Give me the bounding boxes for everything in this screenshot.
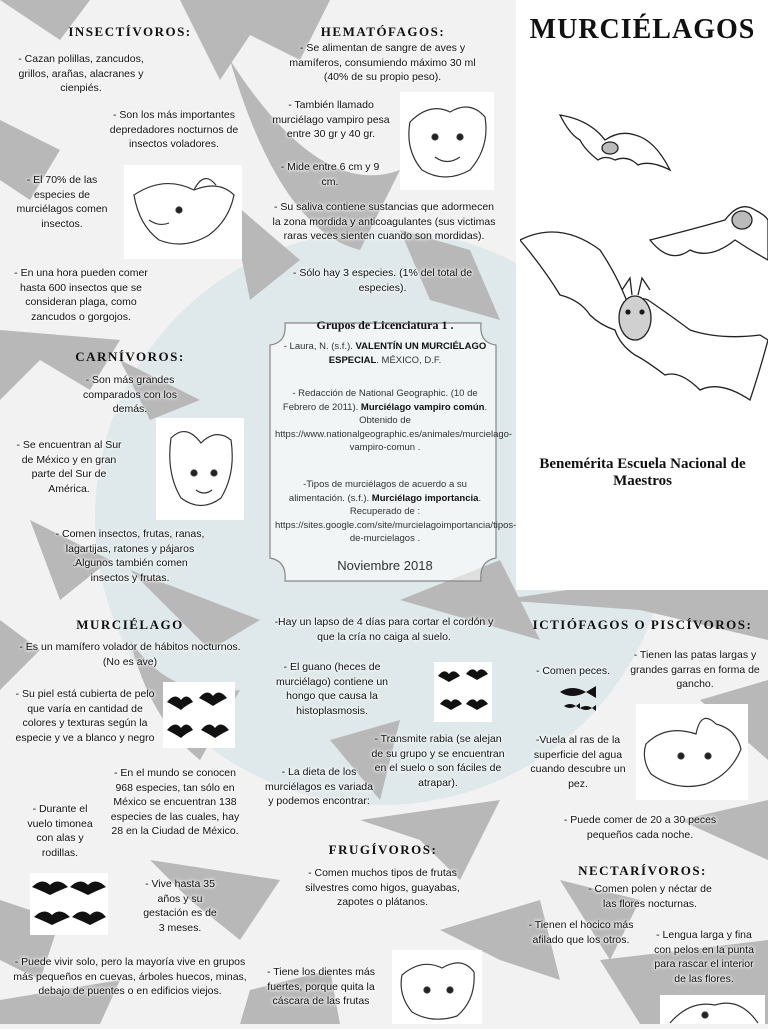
murcielago-text-1: - Es un mamífero volador de hábitos nocturnos. (No es ave) <box>19 641 241 668</box>
insectivoros-text-3: - El 70% de las especies de murciélagos comen insectos. <box>16 174 108 230</box>
carnivoro-bat-drawing <box>156 418 244 520</box>
murcielago-text-4: - Durante el vuelo timonea con alas y rodillas. <box>27 803 93 859</box>
hematofagos-text-4: - Su saliva contiene sustancias que adormecen la zona mordida y anticoagulantes (sus victimas raras veces sienten cuando son mordidas). <box>272 201 496 242</box>
insectivoros-text-1: - Cazan polillas, zancudos, grillos, arañas, alacranes y cienpiés. <box>18 53 144 94</box>
murcielago-text-2: - Su piel está cubierta de pelo que varía en cantidad de colores y texturas según la especie y ve a blanco y negro <box>15 688 155 744</box>
ictiofagos-text-2: - Tienen las patas largas y grandes garras en forma de gancho. <box>630 649 760 690</box>
middle-text-3: - Transmite rabia (se alejan de su grupo y se encuentran en el suelo o son fáciles de atrapar). <box>371 733 505 789</box>
references-heading: Grupos de Licenciatura 1 . <box>316 318 454 332</box>
murcielago-text-6: - Puede vivir solo, pero la mayoría vive en grupos más pequeños en cuevas, árboles huecos, minas, debajo de puentes o en edificios viejos. <box>13 956 247 997</box>
school-name: Benemérita Escuela Nacional de Maestros <box>539 456 746 489</box>
frugivoro-bat-drawing <box>392 950 482 1024</box>
hematofagos-text-3: - Mide entre 6 cm y 9 cm. <box>280 161 380 188</box>
hematofagos-text-5: - Sólo hay 3 especies. (1% del total de especies). <box>292 267 473 294</box>
flying-bats-icon <box>30 873 108 935</box>
insectivoro-bat-drawing <box>124 165 242 259</box>
ictiofago-bat-drawing <box>636 704 748 800</box>
carnivoros-heading: CARNÍVOROS: <box>75 349 185 364</box>
ictiofagos-text-4: - Puede comer de 20 a 30 peces pequeños cada noche. <box>563 814 717 841</box>
nectarivoros-text-2: - Tienen el hocico más afilado que los otros. <box>528 919 634 946</box>
fish-icon <box>556 684 602 714</box>
hematofagos-text-2: - También llamado murciélago vampiro pesa entre 30 gr y 40 gr. <box>272 99 390 140</box>
ictiofagos-text-1: - Comen peces. <box>535 665 611 677</box>
hematofagos-heading: HEMATÓFAGOS: <box>320 24 446 39</box>
bat-illustrations <box>520 100 768 430</box>
bats-guano-icon <box>434 662 492 722</box>
nectarivoros-heading: NECTARÍVOROS: <box>578 863 707 878</box>
nectarivoros-text-1: - Comen polen y néctar de las flores nocturnas. <box>588 883 712 910</box>
hematofago-bat-drawing <box>400 92 494 190</box>
murcielago-text-5: - Vive hasta 35 años y su gestación es de 3 meses. <box>143 878 217 934</box>
ictiofagos-heading: ICTIÓFAGOS O PISCÍVOROS: <box>532 617 753 632</box>
murcielago-heading: MURCIÉLAGO <box>76 617 184 632</box>
frugivoros-text-1: - Comen muchos tipos de frutas silvestres como higos, guayabas, zapotes o plátanos. <box>305 867 460 908</box>
hematofagos-text-1: - Se alimentan de sangre de aves y mamíferos, consumiendo máximo 30 ml (40% de su propio peso). <box>289 42 476 83</box>
reference-3: -Tipos de murciélagos de acuerdo a su alimentación. (s.f.). Murciélago importancia. Recuperado de : https://sites.google.com/site/murcielagoimportancia/tipos-de-murcielagos . <box>275 479 517 544</box>
frugivoros-text-2: - Tiene los dientes más fuertes, porque quita la cáscara de las frutas <box>267 966 375 1007</box>
middle-text-4: - La dieta de los murciélagos es variada y podemos encontrar: <box>265 766 373 807</box>
date-label: Noviembre 2018 <box>337 558 433 573</box>
insectivoros-text-4: - En una hora pueden comer hasta 600 insectos que se consideran plaga, como zancudos o gorgojos. <box>14 267 148 323</box>
reference-2: - Redacción de National Geographic. (10 de Febrero de 2011). Murciélago vampiro común. Obtenido de https://www.nationalgeographic.es/animales/murcielago-vampiro-comun . <box>275 388 513 453</box>
murcielago-text-3: - En el mundo se conocen 968 especies, tan sólo en México se encuentran 138 especies de las cuales, hay 28 en la Ciudad de México. <box>110 767 240 837</box>
middle-text-2: - El guano (heces de murciélago) contiene un hongo que causa la histoplasmosis. <box>275 661 389 717</box>
carnivoros-text-3: - Comen insectos, frutas, ranas, lagartijas, ratones y pájaros .Algunos también comen insectos y frutas. <box>55 528 205 584</box>
insectivoros-heading: INSECTÍVOROS: <box>68 24 192 39</box>
frugivoros-heading: FRUGÍVOROS: <box>328 842 438 857</box>
reference-1: - Laura, N. (s.f.). VALENTÍN UN MURCIÉLAGO ESPECIAL. MÉXICO, D.F. <box>283 341 487 366</box>
ictiofagos-text-3: -Vuela al ras de la superficie del agua cuando descubre un pez. <box>530 734 626 790</box>
middle-text-1: -Hay un lapso de 4 días para cortar el cordón y que la cría no caiga al suelo. <box>274 616 494 643</box>
carnivoros-text-2: - Se encuentran al Sur de México y en gran parte del Sur de América. <box>16 439 122 495</box>
carnivoros-text-1: - Son más grandes comparados con los demás. <box>83 374 177 415</box>
nectarivoro-bat-drawing <box>660 995 765 1024</box>
insectivoros-text-2: - Son los más importantes depredadores nocturnos de insectos voladores. <box>109 109 239 150</box>
bat-silhouettes-icon <box>163 682 235 748</box>
page-title: MURCIÉLAGOS <box>529 14 756 45</box>
nectarivoros-text-3: - Lengua larga y fina con pelos en la punta para rascar el interior de las flores. <box>654 929 754 985</box>
